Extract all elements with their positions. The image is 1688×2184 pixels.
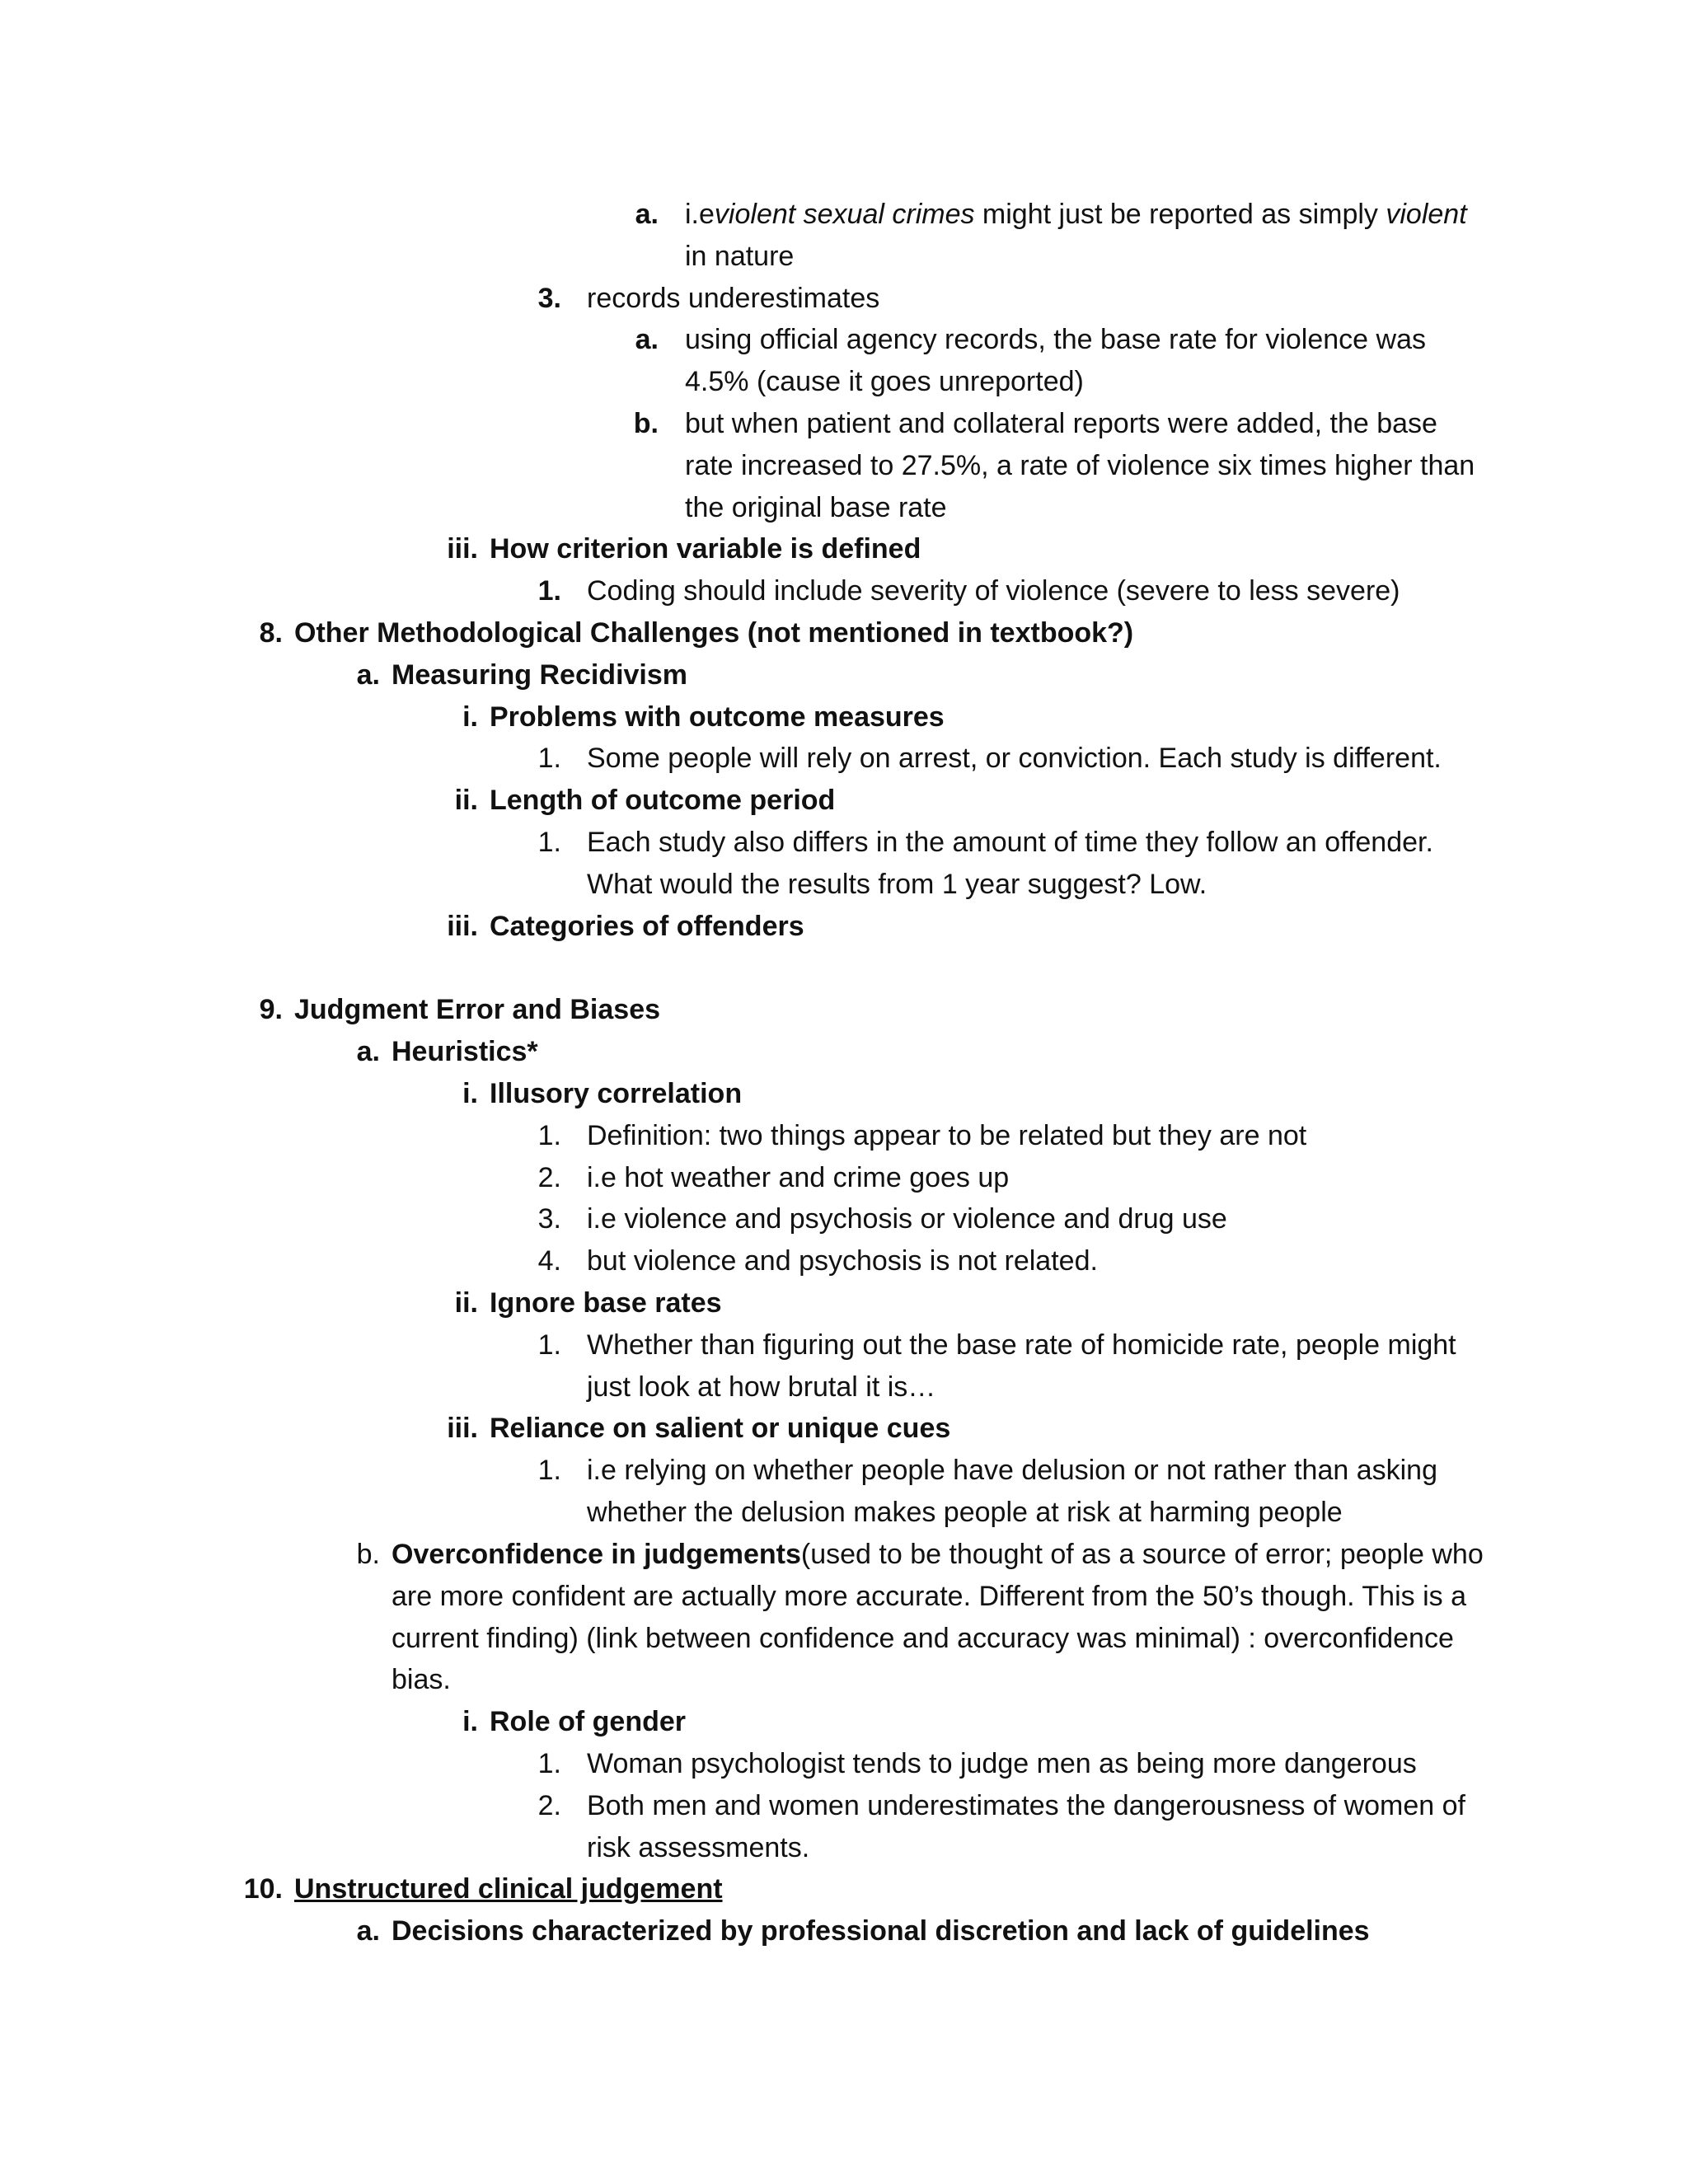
item-text: Coding should include severity of violence (severe to less severe) (587, 575, 1400, 607)
item-text: rate increased to 27.5%, a rate of violence six times higher than (685, 450, 1475, 481)
item-heading: Length of outcome period (490, 785, 836, 816)
outline-item (0, 528, 1688, 570)
item-marker: a. (356, 1915, 380, 1947)
item-marker: 1. (537, 1120, 561, 1151)
outline-item (0, 1157, 1688, 1199)
section-number: 8. (259, 617, 283, 649)
outline-item (0, 194, 1688, 236)
item-heading: Reliance on salient or unique cues (490, 1413, 951, 1444)
item-text: records underestimates (587, 283, 880, 314)
item-marker: b. (356, 1539, 380, 1570)
outline-item (0, 738, 1688, 780)
outline-item (0, 1073, 1688, 1115)
item-text: risk assessments. (587, 1832, 810, 1863)
outline-item (0, 1198, 1688, 1240)
item-marker: 1. (537, 743, 561, 774)
item-marker: i. (462, 1078, 478, 1109)
outline-item-continuation (0, 1492, 1688, 1534)
section-heading: Other Methodological Challenges (not mentioned in textbook?) (294, 617, 1134, 649)
item-marker: 3. (537, 283, 561, 314)
outline-item-continuation (0, 1827, 1688, 1869)
item-text: Some people will rely on arrest, or conviction. Each study is different. (587, 743, 1442, 774)
item-heading: Decisions characterized by professional discretion and lack of guidelines (392, 1915, 1370, 1947)
bold-term: Overconfidence in judgements (392, 1539, 801, 1570)
outline-item (0, 1031, 1688, 1073)
outline-item (0, 696, 1688, 738)
item-marker: iii. (447, 911, 478, 942)
outline-item-continuation (0, 864, 1688, 906)
outline-item-continuation (0, 445, 1688, 487)
item-marker: 1. (537, 827, 561, 858)
outline-item (0, 278, 1688, 320)
outline-section (0, 989, 1688, 1031)
text-segment: (used to be thought of as a source of error; people who (800, 1539, 1484, 1570)
item-marker: iii. (447, 1413, 478, 1444)
outline-item-continuation (0, 1659, 1688, 1701)
outline-item (0, 1534, 1688, 1576)
outline-item-continuation (0, 361, 1688, 403)
outline-item (0, 403, 1688, 445)
item-marker: 1. (537, 1748, 561, 1779)
item-text: in nature (685, 241, 795, 272)
item-text: are more confident are actually more accurate. Different from the 50’s though. This is a (392, 1581, 1467, 1612)
item-heading: Ignore base rates (490, 1287, 722, 1319)
item-text: What would the results from 1 year suggest? Low. (587, 869, 1207, 900)
italic-text: violent sexual crimes (714, 199, 975, 230)
outline-item-continuation (0, 236, 1688, 278)
item-marker: 2. (537, 1162, 561, 1193)
item-heading: Heuristics* (392, 1036, 538, 1067)
outline-item (0, 1282, 1688, 1324)
item-text: i.e hot weather and crime goes up (587, 1162, 1010, 1193)
item-heading: Problems with outcome measures (490, 701, 945, 733)
item-text: Each study also differs in the amount of time they follow an offender. (587, 827, 1433, 858)
outline-section (0, 1868, 1688, 1910)
item-marker: 1. (537, 1455, 561, 1486)
item-marker: a. (356, 659, 380, 691)
section-heading: Judgment Error and Biases (294, 994, 661, 1025)
item-marker: a. (356, 1036, 380, 1067)
item-marker: b. (633, 408, 659, 439)
outline-item (0, 906, 1688, 948)
outline-item (0, 1743, 1688, 1785)
item-marker: 4. (537, 1245, 561, 1277)
item-text: Definition: two things appear to be related but they are not (587, 1120, 1307, 1151)
item-marker: ii. (454, 1287, 478, 1319)
item-heading: How criterion variable is defined (490, 533, 921, 565)
outline-item-continuation (0, 1618, 1688, 1660)
item-text: using official agency records, the base rate for violence was (685, 324, 1426, 355)
item-text: current finding) (link between confidence and accuracy was minimal) : overconfidence (392, 1623, 1454, 1654)
outline-item (0, 1701, 1688, 1743)
outline-item (0, 1450, 1688, 1492)
text-segment: might just be reported as simply (974, 199, 1386, 230)
item-marker: 1. (537, 575, 561, 607)
outline-item (0, 822, 1688, 864)
item-text: Both men and women underestimates the dangerousness of women of (587, 1790, 1465, 1821)
item-text: but when patient and collateral reports were added, the base (685, 408, 1437, 439)
outline-item (0, 1324, 1688, 1366)
outline-item (0, 1240, 1688, 1282)
item-text: bias. (392, 1664, 451, 1695)
item-text: Woman psychologist tends to judge men as being more dangerous (587, 1748, 1417, 1779)
item-heading: Illusory correlation (490, 1078, 743, 1109)
item-marker: ii. (454, 785, 478, 816)
item-text: the original base rate (685, 492, 947, 523)
outline-item (0, 319, 1688, 361)
item-text: just look at how brutal it is… (587, 1371, 936, 1403)
item-text: whether the delusion makes people at risk at harming people (587, 1497, 1343, 1528)
outline-item-continuation (0, 1366, 1688, 1408)
item-marker: 3. (537, 1203, 561, 1235)
item-text: i.e violence and psychosis or violence and drug use (587, 1203, 1227, 1235)
item-text: but violence and psychosis is not related. (587, 1245, 1098, 1277)
item-marker: iii. (447, 533, 478, 565)
outline-item (0, 570, 1688, 612)
outline-item (0, 654, 1688, 696)
section-number: 10. (243, 1873, 283, 1905)
item-marker: a. (635, 199, 659, 230)
outline-item (0, 780, 1688, 822)
item-text (685, 194, 1467, 236)
item-marker: i. (462, 701, 478, 733)
item-text (392, 1534, 1484, 1576)
outline-item (0, 1408, 1688, 1450)
item-text: Whether than figuring out the base rate of homicide rate, people might (587, 1329, 1456, 1361)
section-heading: Unstructured clinical judgement (294, 1873, 723, 1905)
item-text: i.e relying on whether people have delusion or not rather than asking (587, 1455, 1438, 1486)
section-number: 9. (259, 994, 283, 1025)
item-marker: a. (635, 324, 659, 355)
item-heading: Categories of offenders (490, 911, 804, 942)
item-heading: Measuring Recidivism (392, 659, 688, 691)
text-segment: i.e (685, 199, 715, 230)
outline-item (0, 1115, 1688, 1157)
outline-item-continuation (0, 1576, 1688, 1618)
item-marker: 1. (537, 1329, 561, 1361)
outline-item (0, 1910, 1688, 1952)
outline-section (0, 612, 1688, 654)
item-marker: 2. (537, 1790, 561, 1821)
italic-text: violent (1386, 199, 1467, 230)
outline-item-continuation (0, 487, 1688, 529)
outline-item (0, 1785, 1688, 1827)
item-heading: Role of gender (490, 1706, 687, 1737)
item-text: 4.5% (cause it goes unreported) (685, 366, 1084, 397)
item-marker: i. (462, 1706, 478, 1737)
